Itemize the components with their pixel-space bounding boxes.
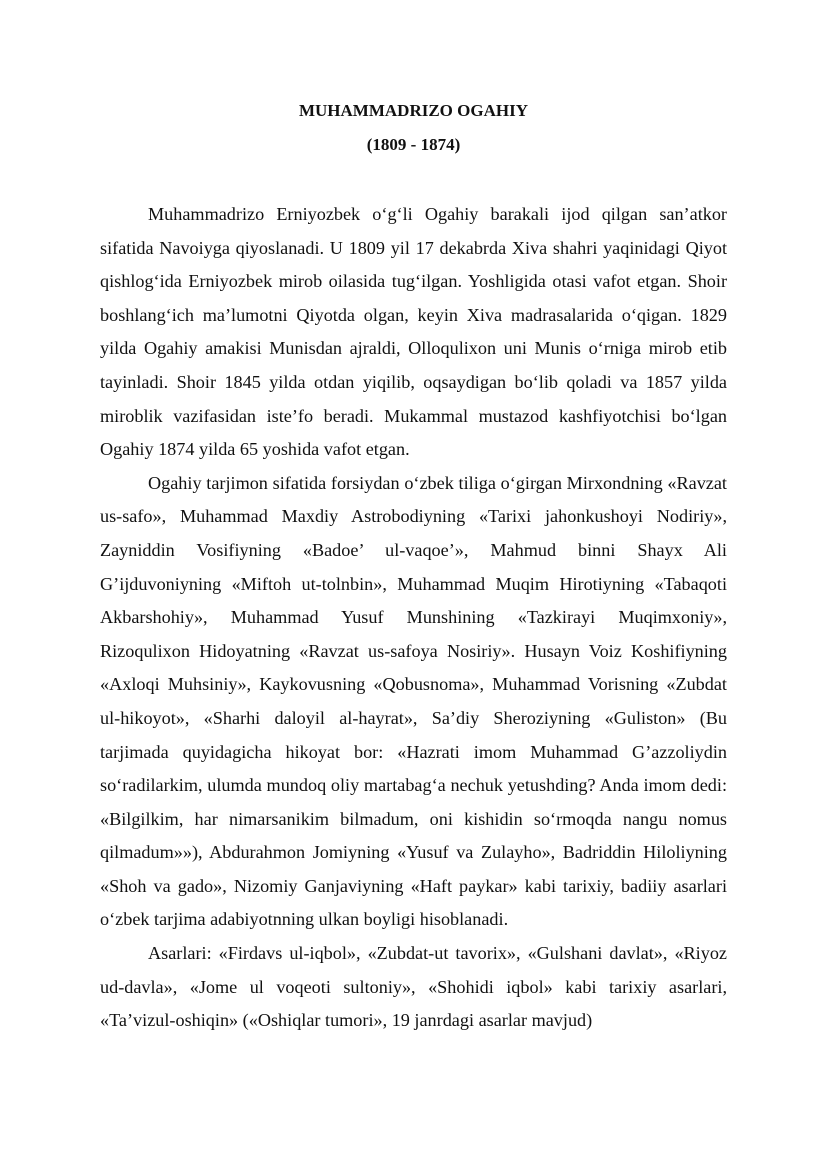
- page-title: MUHAMMADRIZO OGAHIY: [298, 101, 528, 120]
- paragraph-biography: Muhammadrizo Erniyozbek o‘g‘li Ogahiy barakali ijod qilgan san’atkor sifatida Navoiyga qiyoslanadi. U 1809 yil 17 dekabrda Xiva shahri yaqinidagi Qiyot qishlog‘ida Erniyozbek mirob oilasida tug‘ilgan. Yoshligida otasi vafot etgan. Shoir boshlang‘ich ma’lumotni Qiyotda olgan, keyin Xiva madrasalarida o‘qigan. 1829 yilda Ogahiy amakisi Munisdan ajraldi, Olloqulixon uni Munis o‘rniga mirob etib tayinladi. Shoir 1845 yilda otdan yiqilib, oqsaydigan bo‘lib qoladi va 1857 yilda miroblik vazifasidan iste’fo beradi. Mukammal mustazod kashfiyotchisi bo‘lgan Ogahiy 1874 yilda 65 yoshida vafot etgan.: [100, 204, 727, 460]
- document-body: [100, 198, 727, 1038]
- paragraph-works: Asarlari: «Firdavs ul-iqbol», «Zubdat-ut tavorix», «Gulshani davlat», «Riyoz ud-davla», «Jome ul voqeoti sultoniy», «Shohidi iqbol» kabi tarixiy asarlari, «Ta’vizul-oshiqin» («Oshiqlar tumori», 19 janrdagi asarlar mavjud): [100, 943, 727, 1031]
- life-years: (1809 - 1874): [366, 135, 461, 154]
- paragraph-translations: Ogahiy tarjimon sifatida forsiydan o‘zbek tiliga o‘girgan Mirxondning «Ravzat us-safo», Muhammad Maxdiy Astrobodiyning «Tarixi jahonkushoyi Nodiriy», Zayniddin Vosifiyning «Badoe’ ul-vaqoe’», Mahmud binni Shayx Ali G’ijduvoniyning «Miftoh ut-tolnbin», Muhammad Muqim Hirotiyning «Tabaqoti Akbarshohiy», Muhammad Yusuf Munshining «Tazkirayi Muqimxoniy», Rizoqulixon Hidoyatning «Ravzat us-safoya Nosiriy». Husayn Voiz Koshifiyning «Axloqi Muhsiniy», Kaykovusning «Qobusnoma», Muhammad Vorisning «Zubdat ul-hikoyot», «Sharhi daloyil al-hayrat», Sa’diy Sheroziyning «Guliston» (Bu tarjimada quyidagicha hikoyat bor: «Hazrati imom Muhammad G’azzoliydin so‘radilarkim, ulumda mundoq oliy martabag‘a nechuk yetushding? Anda imom dedi: «Bilgilkim, har nimarsanikim bilmadum, oni kishidin so‘rmoqda nangu nomus qilmadum»»), Abdurahmon Jomiyning «Yusuf va Zulayho», Badriddin Hiloliyning «Shoh va gado», Nizomiy Ganjaviyning «Haft paykar» kabi tarixiy, badiiy asarlari o‘zbek tarjima adabiyotnning ulkan boyligi hisoblanadi.: [100, 472, 727, 930]
